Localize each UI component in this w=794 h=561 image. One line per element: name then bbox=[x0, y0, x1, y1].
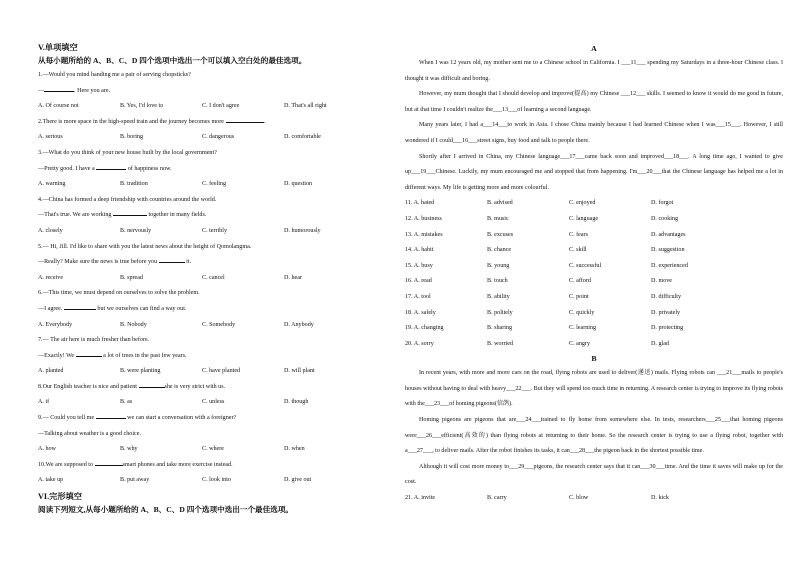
question-stem bbox=[38, 333, 384, 349]
cloze-blank: ___28___ bbox=[569, 448, 595, 455]
option: B. politely bbox=[487, 309, 513, 316]
option: B. as bbox=[120, 399, 133, 406]
section-5-instruction: 从每小题所给的 A、B、C、D 四个选项中选出一个可以填入空白处的最佳选项。 bbox=[38, 56, 307, 65]
option: C. I don't agree bbox=[202, 103, 240, 110]
option: A. Everybody bbox=[38, 321, 73, 328]
stem-text: it. bbox=[184, 259, 192, 266]
cloze-blank: ___24___ bbox=[516, 417, 541, 424]
option-row bbox=[38, 442, 384, 458]
answer-blank bbox=[95, 458, 123, 466]
cloze-blank: ___15___ bbox=[715, 122, 740, 129]
paragraph-text: spending my Saturdays in a three-hour Chinese class. I thought it was difficult and boring. bbox=[405, 60, 783, 82]
paragraph-text: , to deliver mails. After the robot finishes its tasks, it can bbox=[432, 448, 570, 455]
option: 15. A. busy bbox=[405, 262, 433, 269]
option: 11. A. hated bbox=[405, 200, 435, 207]
option: C. point bbox=[569, 293, 589, 300]
option: A. closely bbox=[38, 227, 63, 234]
paragraph-text: came back soon and improved bbox=[584, 153, 664, 160]
option-row bbox=[405, 243, 783, 259]
question-stem bbox=[38, 193, 384, 209]
passage-b-text bbox=[405, 366, 783, 491]
section-5-title: V.单项填空 bbox=[38, 43, 78, 52]
cloze-blank: ___21___ bbox=[717, 370, 742, 377]
question-stem bbox=[38, 411, 384, 427]
option-row bbox=[38, 318, 384, 334]
paragraph bbox=[405, 56, 783, 87]
stem-text: —Exactly! We bbox=[38, 352, 76, 359]
paragraph-text: However, my mum thought that I should develop and improve(提高) my Chinese bbox=[419, 91, 621, 98]
option: C. successful bbox=[569, 262, 602, 269]
paragraph-text: of learning a second language. bbox=[517, 106, 592, 113]
option: D. cooking bbox=[651, 215, 679, 222]
answer-blank bbox=[139, 380, 165, 388]
paragraph-text: the pigeon back in the shortest possible time. bbox=[594, 448, 704, 455]
paragraph-text: that the Chinese language has helped me a lot in different ways. My life is getting more and more colourful. bbox=[405, 169, 783, 191]
paragraph-text: . However, I still wondered if I could bbox=[405, 122, 783, 144]
option: A. if bbox=[38, 399, 50, 406]
stem-text: 9.— Could you tell me bbox=[38, 415, 96, 422]
stem-text: but we ourselves can find a way out. bbox=[95, 305, 187, 312]
option: C. learning bbox=[569, 325, 597, 332]
option: C. language bbox=[569, 215, 599, 222]
option: 16. A. read bbox=[405, 278, 432, 285]
question-stem bbox=[38, 349, 384, 365]
passage-a-text bbox=[405, 56, 783, 196]
option: B. Nobody bbox=[120, 321, 147, 328]
answer-blank bbox=[96, 411, 126, 419]
paragraph-text: In recent years, with more and more cars on the road, flying robots are used to deliver(递送) mails. Flying robots can bbox=[419, 370, 718, 377]
question-stem bbox=[38, 255, 384, 271]
left-column bbox=[38, 42, 384, 517]
option: D. suggestion bbox=[651, 247, 685, 254]
paragraph-text: Chinese. Luckily, my mum encouraged me and stopped that from happening. I'm bbox=[435, 169, 638, 176]
paragraph-text: mails to people's houses without having to deal with heavy bbox=[405, 370, 783, 392]
cloze-blank: ___25___ bbox=[705, 417, 731, 424]
passage-b-heading: B bbox=[591, 354, 597, 364]
paragraph-text: Many years later, I had a bbox=[419, 122, 484, 129]
option: C. blow bbox=[569, 495, 589, 502]
option-row bbox=[38, 177, 384, 193]
option-row bbox=[405, 259, 783, 275]
question-list bbox=[38, 68, 384, 489]
option: D. experienced bbox=[651, 262, 688, 269]
option: 13. A. mistakes bbox=[405, 231, 443, 238]
option: D. glad bbox=[651, 340, 669, 347]
option: D. difficulty bbox=[651, 293, 682, 300]
option: C. unless bbox=[202, 399, 225, 406]
option: 20. A. sorry bbox=[405, 340, 434, 347]
right-column bbox=[405, 42, 783, 507]
paragraph bbox=[405, 366, 783, 413]
option: B. carry bbox=[487, 495, 507, 502]
stem-text: 4.—China has formed a deep friendship with countries around the world. bbox=[38, 196, 217, 203]
option: A. planted bbox=[38, 368, 64, 375]
option: D. will plant bbox=[284, 368, 315, 375]
question-stem bbox=[38, 115, 384, 131]
option: A. how bbox=[38, 446, 56, 453]
question-stem bbox=[38, 302, 384, 318]
option: D. protecting bbox=[651, 325, 684, 332]
option-row bbox=[38, 130, 384, 146]
option-row bbox=[405, 337, 783, 353]
stem-text: smart phones and take more exercise instead. bbox=[122, 461, 233, 468]
option-row bbox=[405, 290, 783, 306]
stem-text: —Really? Make sure the news is true before you bbox=[38, 259, 159, 266]
passage-a-heading: A bbox=[591, 44, 597, 53]
question-stem bbox=[38, 380, 384, 396]
option: D. privately bbox=[651, 309, 681, 316]
option: 12. A. business bbox=[405, 215, 442, 222]
cloze-blank: ___19___ bbox=[411, 169, 436, 176]
option: 14. A. habit bbox=[405, 247, 434, 254]
option: 19. A. changing bbox=[405, 325, 444, 332]
cloze-blank: ___17___ bbox=[560, 153, 585, 160]
option: A. receive bbox=[38, 274, 64, 281]
option: C. angry bbox=[569, 340, 590, 347]
stem-text: 7.— The air here is much fresher than before. bbox=[38, 337, 150, 344]
cloze-blank: ___22___ bbox=[506, 385, 531, 392]
option-row bbox=[38, 473, 384, 489]
cloze-blank: ___27___ bbox=[407, 448, 433, 455]
question-stem bbox=[38, 208, 384, 224]
cloze-blank: ___26___ bbox=[416, 432, 442, 439]
option-row bbox=[405, 228, 783, 244]
option: C. skill bbox=[569, 247, 587, 254]
passage-a-options bbox=[405, 196, 783, 352]
paragraph-text: time. And the time it saves will make up for the cost. bbox=[405, 463, 783, 486]
option: D. Anybody bbox=[284, 321, 314, 328]
option: D. humorously bbox=[284, 227, 321, 234]
stem-text: —Pretty good. I have a bbox=[38, 165, 97, 172]
paragraph bbox=[405, 87, 783, 118]
option: D. question bbox=[284, 181, 313, 188]
stem-text: 6.—This time, we must depend on ourselves to solve the problem. bbox=[38, 290, 200, 297]
option: A. Of course not bbox=[38, 103, 79, 110]
stem-text: . bbox=[263, 118, 266, 125]
option: 18. A. safely bbox=[405, 309, 436, 316]
paragraph-text: Although it will cost more money to bbox=[419, 463, 510, 470]
option: B. tradition bbox=[120, 181, 148, 188]
stem-text: 2.There is more space in the high-speed train and the journey becomes more bbox=[38, 118, 226, 125]
paragraph-text: . A long time ago, I wanted to give up bbox=[405, 153, 783, 176]
stem-text: we can start a conversation with a foreigner? bbox=[125, 415, 237, 422]
option: B. boring bbox=[120, 134, 144, 141]
option-row bbox=[38, 395, 384, 411]
question-stem bbox=[38, 162, 384, 178]
option: B. worried bbox=[487, 340, 514, 347]
cloze-blank: ___12___ bbox=[620, 91, 646, 98]
cloze-blank: ___20___ bbox=[637, 169, 662, 176]
option: A. take up bbox=[38, 477, 64, 484]
question-stem bbox=[38, 286, 384, 302]
cloze-blank: ___18___ bbox=[663, 153, 689, 160]
option: A. serious bbox=[38, 134, 63, 141]
option-row bbox=[38, 99, 384, 115]
stem-text: a lot of trees in the past few years. bbox=[101, 352, 187, 359]
stem-text: 1.—Would you mind handing me a pair of serving chopsticks? bbox=[38, 72, 191, 78]
option: 17. A. tool bbox=[405, 293, 431, 300]
answer-blank bbox=[226, 115, 264, 123]
paragraph-text: to work in Asia. I chose China mainly because I had learned Chinese when I was bbox=[507, 122, 716, 129]
option: C. enjoyed bbox=[569, 200, 596, 207]
option: D. when bbox=[284, 446, 305, 453]
answer-blank bbox=[64, 302, 96, 310]
option: C. fears bbox=[569, 231, 588, 238]
option: D. advantages bbox=[651, 231, 686, 238]
answer-blank bbox=[96, 162, 126, 170]
paragraph-text: Shortly after I arrived in China, my Chinese language bbox=[419, 153, 561, 160]
option: C. have planted bbox=[202, 368, 241, 375]
stem-text: — bbox=[38, 87, 45, 94]
stem-text: of happiness now. bbox=[126, 165, 172, 172]
passage-b-options bbox=[405, 491, 783, 507]
paragraph-text: skills. I seemed to know it would do me good in future, but at that time I couldn't realize the bbox=[405, 91, 783, 113]
cloze-blank: ___29___ bbox=[509, 463, 534, 470]
option-row bbox=[38, 224, 384, 240]
paragraph-text: that homing pigeons were bbox=[405, 417, 783, 439]
option: B. Yes, I'd love to bbox=[120, 103, 164, 110]
option: B. young bbox=[487, 262, 510, 269]
option: C. Somebody bbox=[202, 321, 236, 328]
paragraph-text: When I was 12 years old, my mother sent me to a Chinese school in California. I bbox=[419, 60, 622, 66]
option: C. terribly bbox=[202, 227, 228, 234]
cloze-blank: ___16___ bbox=[452, 137, 478, 144]
paragraph bbox=[405, 150, 783, 197]
question-stem bbox=[38, 458, 384, 474]
option: A. warning bbox=[38, 181, 66, 188]
option: B. were planting bbox=[120, 368, 161, 375]
stem-text: she is very strict with us. bbox=[164, 383, 226, 390]
option: C. afford bbox=[569, 278, 591, 285]
option: C. dangerous bbox=[202, 134, 235, 141]
question-stem bbox=[38, 68, 384, 84]
paragraph bbox=[405, 413, 783, 460]
stem-text: —That's true. We are working bbox=[38, 212, 113, 219]
option-row bbox=[405, 196, 783, 212]
option: B. touch bbox=[487, 278, 508, 285]
option: D. give out bbox=[284, 477, 312, 484]
stem-text: . Here you are. bbox=[74, 87, 111, 94]
option: B. ability bbox=[487, 293, 510, 300]
option: B. chance bbox=[487, 247, 512, 254]
option: B. why bbox=[120, 446, 138, 453]
cloze-blank: ___11___ bbox=[621, 60, 646, 66]
paragraph-text: trained to fly home from somewhere else. In tests, researchers bbox=[540, 417, 706, 424]
option: C. where bbox=[202, 446, 224, 453]
option: C. quickly bbox=[569, 309, 595, 316]
option-row bbox=[38, 271, 384, 287]
option: C. cancel bbox=[202, 274, 225, 281]
option: B. sharing bbox=[487, 325, 513, 332]
paragraph-text: street signs, buy food and talk to people there. bbox=[477, 137, 590, 144]
option: D. though bbox=[284, 399, 309, 406]
stem-text: 3.—What do you think of your new house built by the local government? bbox=[38, 149, 217, 156]
option: D. hear bbox=[284, 274, 302, 281]
option-row bbox=[405, 274, 783, 290]
paragraph-text: efficient(高效的) than flying robots at returning to their home. So the research center is trying to use a flying robot, together with a bbox=[405, 432, 783, 455]
section-6-title: VI.完形填空 bbox=[38, 492, 82, 502]
cloze-blank: ___13___ bbox=[492, 106, 518, 113]
stem-text: 8.Our English teacher is nice and patient bbox=[38, 383, 139, 390]
option: B. spread bbox=[120, 274, 144, 281]
cloze-blank: ___30___ bbox=[640, 463, 665, 470]
paragraph-text: pigeons, the research center says that it can bbox=[533, 463, 641, 470]
question-stem bbox=[38, 84, 384, 100]
option-row bbox=[405, 321, 783, 337]
option: D. kick bbox=[651, 495, 669, 502]
cloze-blank: ___23___ bbox=[424, 401, 450, 408]
paragraph bbox=[405, 118, 783, 149]
option-row bbox=[405, 306, 783, 322]
option: C. look into bbox=[202, 477, 231, 484]
section-6-instruction: 阅读下列短文,从每小题所给的 A、B、C、D 四个选项中选出一个最佳选项。 bbox=[38, 505, 294, 515]
stem-text: 10.We are supposed to bbox=[38, 461, 95, 468]
question-stem bbox=[38, 240, 384, 256]
option: C. feeling bbox=[202, 181, 227, 188]
option: B. excuses bbox=[487, 231, 514, 238]
answer-blank bbox=[113, 208, 147, 216]
option: D. move bbox=[651, 278, 672, 285]
cloze-blank: ___14___ bbox=[483, 122, 508, 129]
option: D. That's all right bbox=[284, 103, 327, 110]
answer-blank bbox=[159, 255, 185, 263]
stem-text: —Talking about weather is a good choice. bbox=[38, 430, 141, 437]
option-row bbox=[405, 491, 783, 507]
option: B. put away bbox=[120, 477, 150, 484]
option: D. comfortable bbox=[284, 134, 321, 141]
paragraph-text: Homing pigeons are pigeons that are bbox=[419, 417, 517, 424]
option: B. nervously bbox=[120, 227, 152, 234]
option-row bbox=[38, 364, 384, 380]
stem-text: together in many fields. bbox=[146, 212, 207, 219]
option: B. advised bbox=[487, 200, 513, 207]
stem-text: 5.— Hi, Jill. I'd like to share with you the latest news about the height of Qomolangma. bbox=[38, 243, 252, 250]
question-stem bbox=[38, 427, 384, 443]
paragraph-text: of homing pigeons(信鸽). bbox=[449, 401, 513, 408]
option-row bbox=[405, 212, 783, 228]
answer-blank bbox=[76, 349, 102, 357]
option: 21. A. invite bbox=[405, 495, 436, 502]
paragraph-text: . But they will spend too much time in returning. A research center is trying to improve its flying robots with the bbox=[405, 385, 783, 408]
option: D. forgot bbox=[651, 200, 674, 207]
option: B. music bbox=[487, 215, 509, 222]
question-stem bbox=[38, 146, 384, 162]
stem-text: —I agree. bbox=[38, 305, 64, 312]
paragraph bbox=[405, 460, 783, 491]
answer-blank bbox=[44, 84, 74, 92]
